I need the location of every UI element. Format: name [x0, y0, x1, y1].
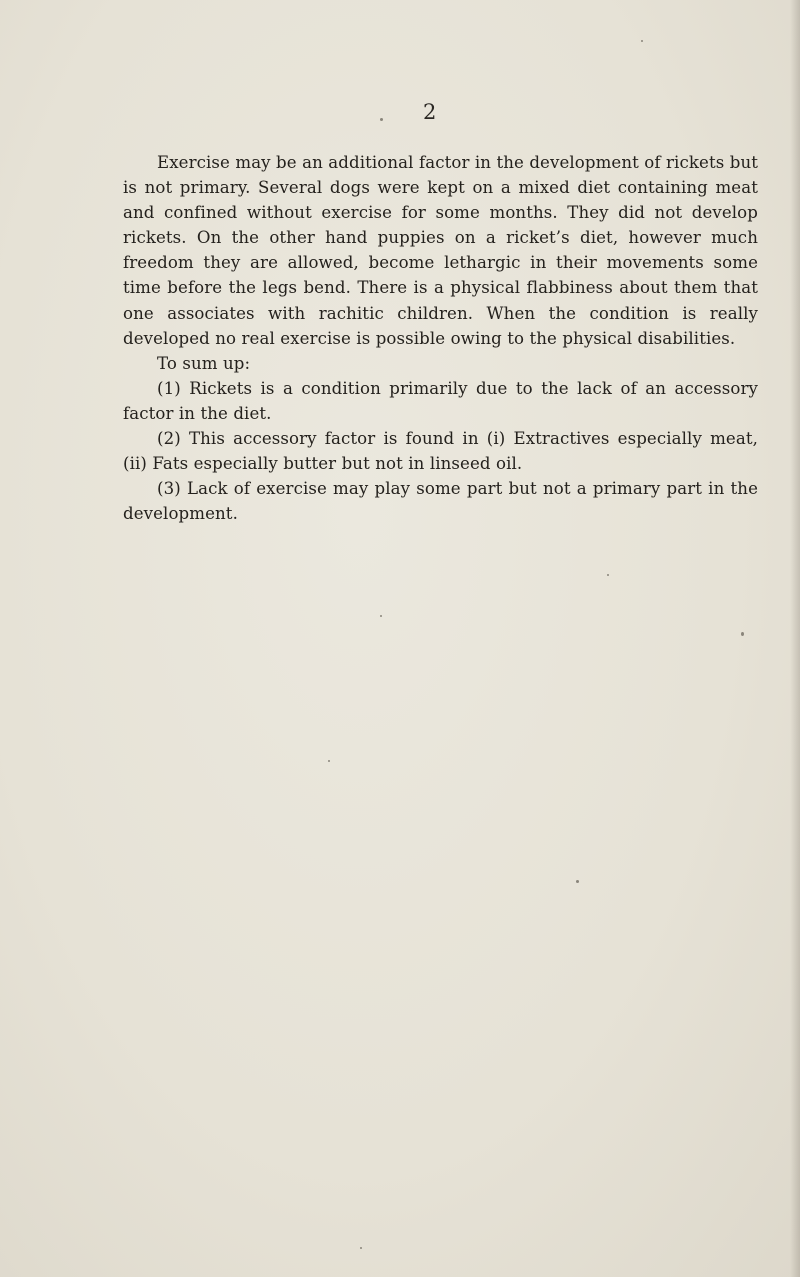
paper-speck [741, 632, 744, 636]
paper-speck [641, 40, 643, 42]
paper-speck [380, 615, 382, 617]
page-number: 2 [423, 100, 437, 124]
paragraph-point-3: (3) Lack of exercise may play some part but not a primary part in the development. [123, 479, 758, 524]
paper-speck [328, 760, 330, 762]
body-text [123, 150, 758, 526]
paragraph-sum-up: To sum up: [157, 353, 251, 373]
paper-speck [607, 574, 609, 576]
paper-speck [360, 1247, 362, 1249]
page-edge-shadow [790, 0, 800, 1277]
paper-speck [380, 118, 383, 121]
paper-speck [576, 880, 579, 883]
paragraph-exercise: Exercise may be an additional factor in the development of rickets but is not primary. Several dogs were kept on a mixed diet containing meat and confined without exercise for some months. They did not develop rickets. On the other hand puppies on a ricket’s diet, however much freedom they are allowed, become lethargic in their movements some time before the legs bend. There is a physical flabbiness about them that one associates with rachitic children. When the condition is really developed no real exercise is possible owing to the physical disabilities. [123, 153, 758, 348]
paragraph-point-1: (1) Rickets is a condition primarily due to the lack of an accessory factor in the diet. [123, 378, 758, 423]
paragraph-point-2: (2) This accessory factor is found in (i) Extractives especially meat, (ii) Fats especially butter but not in linseed oil. [123, 429, 758, 474]
